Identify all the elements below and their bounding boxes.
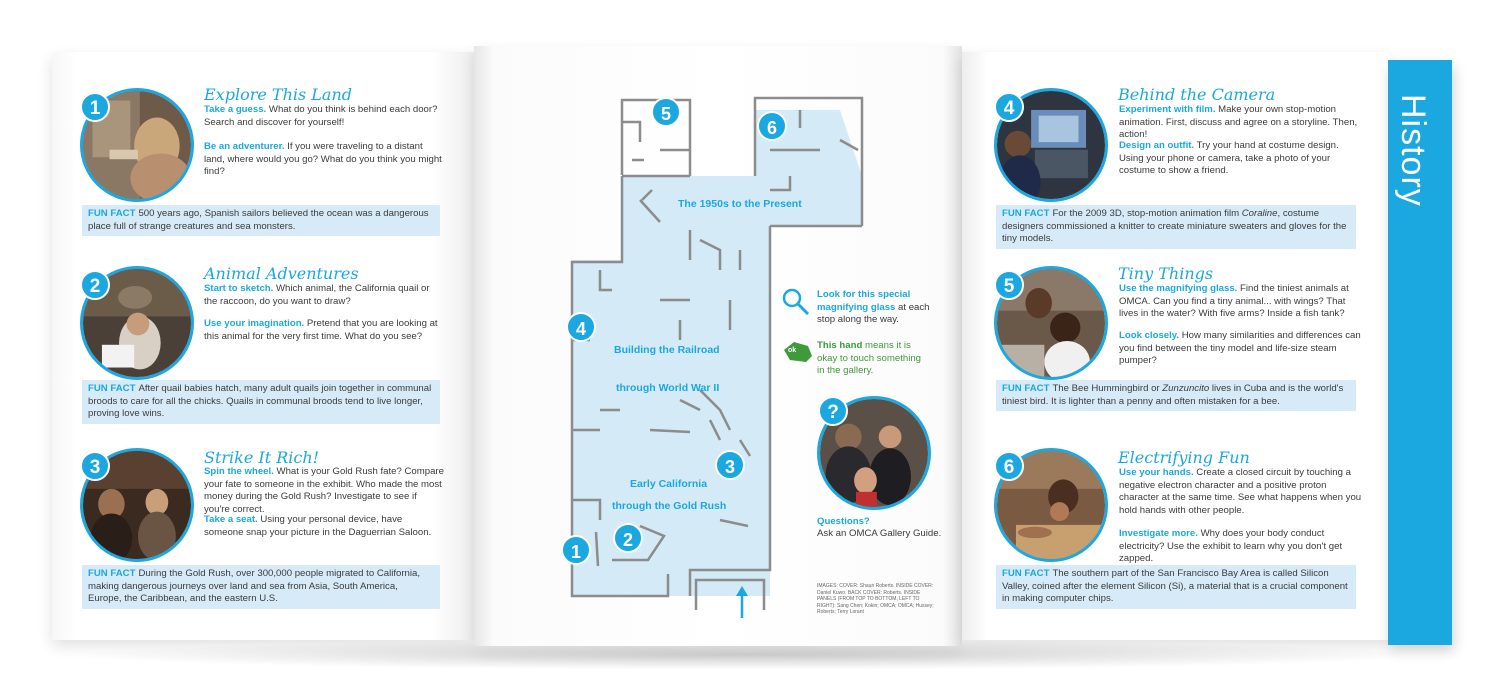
paragraph: Use your imagination. Pretend that you are looking at this animal for the very first time. What do you see?	[204, 318, 438, 342]
paragraph: Be an adventurer. If you were traveling to a distant land, where would you go? What do you think you might find?	[204, 141, 442, 178]
paragraph: Use your hands. Create a closed circuit by touching a negative electron character and a positive proton character at the same time. See what happens when you hold hands with other people.	[1119, 467, 1362, 516]
fun-fact-box: FUN FACT 500 years ago, Spanish sailors believed the ocean was a dangerous place full of strange creatures and sea monsters.	[82, 205, 440, 236]
room-label: Early California	[630, 478, 708, 490]
fun-fact-box: FUN FACT After quail babies hatch, many adult quails join together in communal broods to care for all the chicks. Quails in communal broods tend to live longer, proving love wins.	[82, 380, 440, 424]
paragraph: Start to sketch. Which animal, the California quail or the raccoon, do you want to draw?	[204, 283, 430, 307]
fun-fact-box: FUN FACT For the 2009 3D, stop-motion animation film Coraline, costume designers commissioned a knitter to create miniature sweaters and gloves for the tiny models.	[996, 205, 1356, 249]
paragraph: Experiment with film. Make your own stop-motion animation. First, discuss and agree on a storyline. Then, action!	[1119, 104, 1358, 141]
section-title: Animal Adventures	[204, 264, 359, 283]
fun-fact-box: FUN FACT The southern part of the San Francisco Bay Area is called Silicon Valley, coined after the element Silicon (Si), a material that is a crucial component in making computer chips.	[996, 565, 1356, 609]
tab-label: History	[1394, 94, 1432, 207]
map-marker-5: 5	[651, 97, 681, 127]
questions-text: Ask an OMCA Gallery Guide.	[817, 528, 942, 539]
fun-fact-box: FUN FACT The Bee Hummingbird or Zunzuncito lives in Cuba and is the world's tiniest bird. It is lighter than a penny and often mistaken for a bee.	[996, 380, 1356, 411]
section-title: Behind the Camera	[1118, 85, 1276, 104]
map-marker-3: 3	[715, 450, 745, 480]
paragraph: Investigate more. Why does your body conduct electricity? Use the exhibit to learn why you don't get zapped.	[1119, 528, 1343, 565]
section-title: Electrifying Fun	[1118, 448, 1250, 467]
room-label: Building the Railroad	[614, 344, 720, 356]
questions-title: Questions?	[817, 516, 870, 527]
section-number-4: 4	[994, 92, 1024, 122]
section-number-3: 3	[80, 451, 110, 481]
legend-hand: This hand means it is okay to touch something in the gallery.	[817, 340, 921, 377]
question-badge: ?	[818, 396, 848, 426]
section-number-5: 5	[994, 270, 1024, 300]
magnifying-glass-icon	[784, 290, 808, 314]
section-number-6: 6	[994, 451, 1024, 481]
map-marker-4: 4	[566, 312, 596, 342]
paragraph: Look closely. How many similarities and differences can you find between the tiny model and life-size steam pumper?	[1119, 330, 1361, 367]
map-marker-6: 6	[757, 111, 787, 141]
section-title: Strike It Rich!	[204, 448, 320, 467]
paragraph: Design an outfit. Try your hand at costume design. Using your phone or camera, take a photo of your costume to show a friend.	[1119, 140, 1339, 177]
fun-fact-box: FUN FACT During the Gold Rush, over 300,000 people migrated to California, making dangerous journeys over land and sea from Asia, South America, Europe, the Caribbean, and the eastern U.S.	[82, 565, 440, 609]
paragraph: Spin the wheel. What is your Gold Rush fate? Compare your fate to someone in the exhibit. Who made the most money during the Gold Rush? Investigate to see if you're correct.	[204, 466, 444, 515]
room-label: The 1950s to the Present	[678, 198, 802, 210]
room-label: through World War II	[616, 382, 720, 394]
map-marker-2: 2	[613, 523, 643, 553]
history-tab	[1388, 60, 1452, 645]
map-marker-1: 1	[561, 535, 591, 565]
section-number-2: 2	[80, 270, 110, 300]
hand-badge: ok	[788, 347, 797, 354]
section-title: Explore This Land	[204, 85, 352, 104]
paragraph: Take a guess. What do you think is behind each door? Search and discover for yourself!	[204, 104, 438, 128]
legend-magnifying-glass: Look for this special magnifying glass at each stop along the way.	[817, 289, 930, 326]
section-number-1: 1	[80, 92, 110, 122]
paragraph: Use the magnifying glass. Find the tiniest animals at OMCA. Can you find a tiny animal... with wings? That lives in the water? With five arms? Inside a fish tank?	[1119, 283, 1349, 320]
image-credits: IMAGES: COVER: Shaun Roberts. INSIDE COVER: Daniel Kuwo. BACK COVER: Roberts. INSIDE PANELS (FROM TOP TO BOTTOM, LEFT TO RIGHT): Sang Chen; Kokin; OMCA; OMCA; Hussey; Roberts; Terry Lorant	[817, 583, 934, 615]
section-title: Tiny Things	[1118, 264, 1214, 283]
paragraph: Take a seat. Using your personal device, have someone snap your picture in the Daguerrian Saloon.	[204, 514, 432, 538]
room-label: through the Gold Rush	[612, 500, 727, 512]
